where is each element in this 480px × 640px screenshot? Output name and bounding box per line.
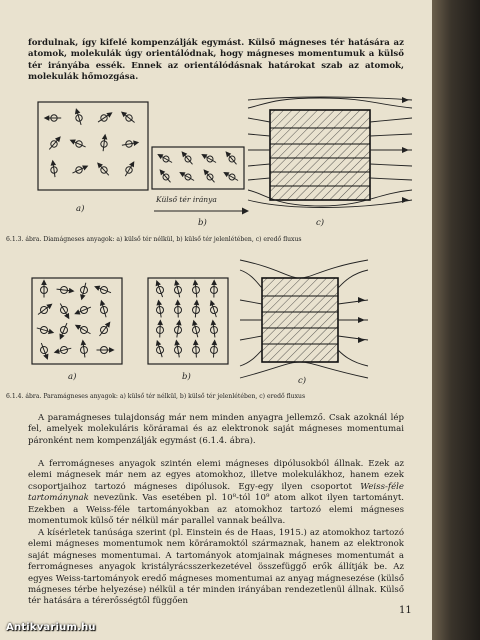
book-binding-edge bbox=[432, 0, 480, 640]
molecule-dipole-icon bbox=[54, 345, 72, 356]
paragraph-ferromagnetic-part2: nevezünk. Vas esetében pl. 10⁸-tól 10⁹ atom alkot ilyen tartományt. Ezekben a Weiss-féle tartományokban az atomokhoz tartozó elemi mágneses momentumok külső tér nélkül már parallel vannak beállva. bbox=[28, 493, 405, 527]
molecule-dipole-icon bbox=[95, 161, 111, 177]
molecule-dipole-icon bbox=[120, 110, 137, 125]
molecule-dipole-icon bbox=[94, 283, 112, 296]
figure2-label-c: c) bbox=[298, 376, 307, 386]
field-direction-arrow bbox=[150, 206, 250, 216]
paragraph-experiments: A kísérletek tanúsága szerint (pl. Einstein és de Haas, 1915.) az atomokhoz tartozó elemi mágneses momentumok nem köráramoktól származnak, hanem az elektronok saját mágneses momentumai. A tartományok atomjainak mágneses momentumát a ferromágneses anyagok kristályrácsszerkezetével összefüggő erők állítják be. Az egyes Weiss-tartományok eredő mágneses momentumai az anyag mágnesezése (külső mágneses térbe helyezése) nélkül a tér minden irányában rendezetlenül állnak. Külső tér hatására a térerősségtől függően bbox=[28, 528, 404, 607]
molecule-dipole-icon bbox=[180, 150, 195, 166]
figure2-caption: 6.1.4. ábra. Paramágneses anyagok: a) külső tér nélkül, b) külső tér jelenlétében, c) eredő fluxus bbox=[6, 393, 306, 400]
figure1-label-c: c) bbox=[316, 218, 325, 228]
molecule-dipole-icon bbox=[173, 340, 183, 358]
paragraph-ferromagnetic-part1: A ferromágneses anyagok szintén elemi mágneses dipólusokból állnak. Ezek az elemi mágnesek már nem az egyes atomokhoz, illetve molekulákhoz, hanem ezek csoportjaihoz tartozó mágneses dipólusok. Egy-egy ilyen csoportot bbox=[28, 459, 404, 492]
molecule-dipole-icon bbox=[192, 340, 200, 357]
molecule-dipole-icon bbox=[47, 135, 63, 152]
figure1-panel-b bbox=[150, 145, 250, 195]
field-direction-label: Külső tér iránya bbox=[156, 195, 217, 204]
figure1-caption: 6.1.3. ábra. Diamágneses anyagok: a) külső tér nélkül, b) külső tér jelenlétében, c) eredő fluxus bbox=[6, 236, 302, 243]
figure1-label-a: a) bbox=[76, 204, 85, 214]
figure2-label-b: b) bbox=[182, 372, 191, 382]
page-number: 11 bbox=[399, 605, 412, 616]
molecule-dipole-icon bbox=[50, 160, 59, 177]
molecule-dipole-icon bbox=[123, 160, 137, 177]
paragraph-paramagnetic: A paramágneses tulajdonság már nem minden anyagra jellemző. Csak azoknál lép fel, amelyek molekuláris köráramai és az elektronok saját mágneses momentumai páronként nem kompenzálják egymást (6.1.4. ábra). bbox=[28, 413, 404, 446]
figure2-panel-c bbox=[238, 256, 414, 380]
molecule-dipole-icon bbox=[210, 280, 217, 297]
weiss-domain-term: Weiss-féle tartománynak bbox=[28, 481, 404, 504]
molecule-dipole-icon bbox=[100, 134, 108, 151]
molecule-dipole-icon bbox=[36, 301, 54, 317]
molecule-dipole-icon bbox=[57, 302, 72, 320]
molecule-dipole-icon bbox=[157, 152, 174, 165]
molecule-dipole-icon bbox=[155, 300, 165, 318]
molecule-dipole-icon bbox=[79, 340, 88, 358]
molecule-dipole-icon bbox=[36, 325, 54, 336]
molecule-dipole-icon bbox=[192, 300, 200, 318]
paragraph-ferromagnetic bbox=[28, 459, 404, 527]
figure1-label-b: b) bbox=[198, 218, 207, 228]
molecule-dipole-icon bbox=[158, 168, 173, 184]
molecule-dipole-icon bbox=[201, 152, 218, 165]
figure2-panel-a bbox=[30, 276, 126, 368]
molecule-dipole-icon bbox=[97, 347, 114, 354]
molecule-dipole-icon bbox=[209, 320, 218, 338]
molecule-dipole-icon bbox=[174, 300, 182, 317]
molecule-dipole-icon bbox=[179, 170, 196, 183]
molecule-dipole-icon bbox=[45, 115, 61, 121]
figure2-label-a: a) bbox=[68, 372, 77, 382]
molecule-dipole-icon bbox=[210, 340, 218, 357]
molecule-dipole-icon bbox=[38, 342, 51, 360]
molecule-dipole-icon bbox=[97, 320, 113, 338]
figure1-panel-a bbox=[36, 100, 156, 195]
figure2-panel-b bbox=[146, 276, 232, 368]
molecule-dipole-icon bbox=[223, 170, 240, 183]
molecule-dipole-icon bbox=[41, 281, 48, 298]
molecule-dipole-icon bbox=[173, 320, 183, 338]
molecule-dipole-icon bbox=[154, 340, 166, 358]
molecule-dipole-icon bbox=[156, 320, 164, 337]
molecule-dipole-icon bbox=[208, 300, 220, 318]
molecule-dipole-icon bbox=[71, 163, 89, 176]
molecule-dipole-icon bbox=[121, 139, 138, 148]
molecule-dipole-icon bbox=[74, 322, 92, 337]
figure1-panel-c bbox=[246, 88, 414, 228]
molecule-dipole-icon bbox=[192, 280, 201, 298]
molecule-dipole-icon bbox=[153, 280, 165, 298]
molecule-dipole-icon bbox=[202, 168, 217, 184]
molecule-dipole-icon bbox=[74, 304, 92, 317]
molecule-dipole-icon bbox=[56, 286, 74, 295]
molecule-dipole-icon bbox=[172, 280, 183, 298]
molecule-dipole-icon bbox=[73, 108, 84, 126]
molecule-dipole-icon bbox=[96, 110, 113, 124]
molecule-dipole-icon bbox=[224, 150, 239, 166]
molecule-dipole-icon bbox=[69, 137, 87, 150]
molecule-dipole-icon bbox=[190, 320, 201, 338]
watermark-logo: Antikvarium.hu bbox=[6, 622, 96, 633]
molecule-dipole-icon bbox=[78, 282, 89, 300]
molecule-dipole-icon bbox=[57, 322, 70, 340]
molecule-dipole-icon bbox=[98, 300, 109, 318]
intro-paragraph: fordulnak, így kifelé kompenzálják egymást. Külső mágneses tér hatására az atomok, molekulák úgy orientálódnak, hogy mágneses momentumuk a külső tér irányába essék. Ennek az orientálódásnak határokat szab az atomok, molekulák hőmozgása. bbox=[28, 38, 404, 83]
